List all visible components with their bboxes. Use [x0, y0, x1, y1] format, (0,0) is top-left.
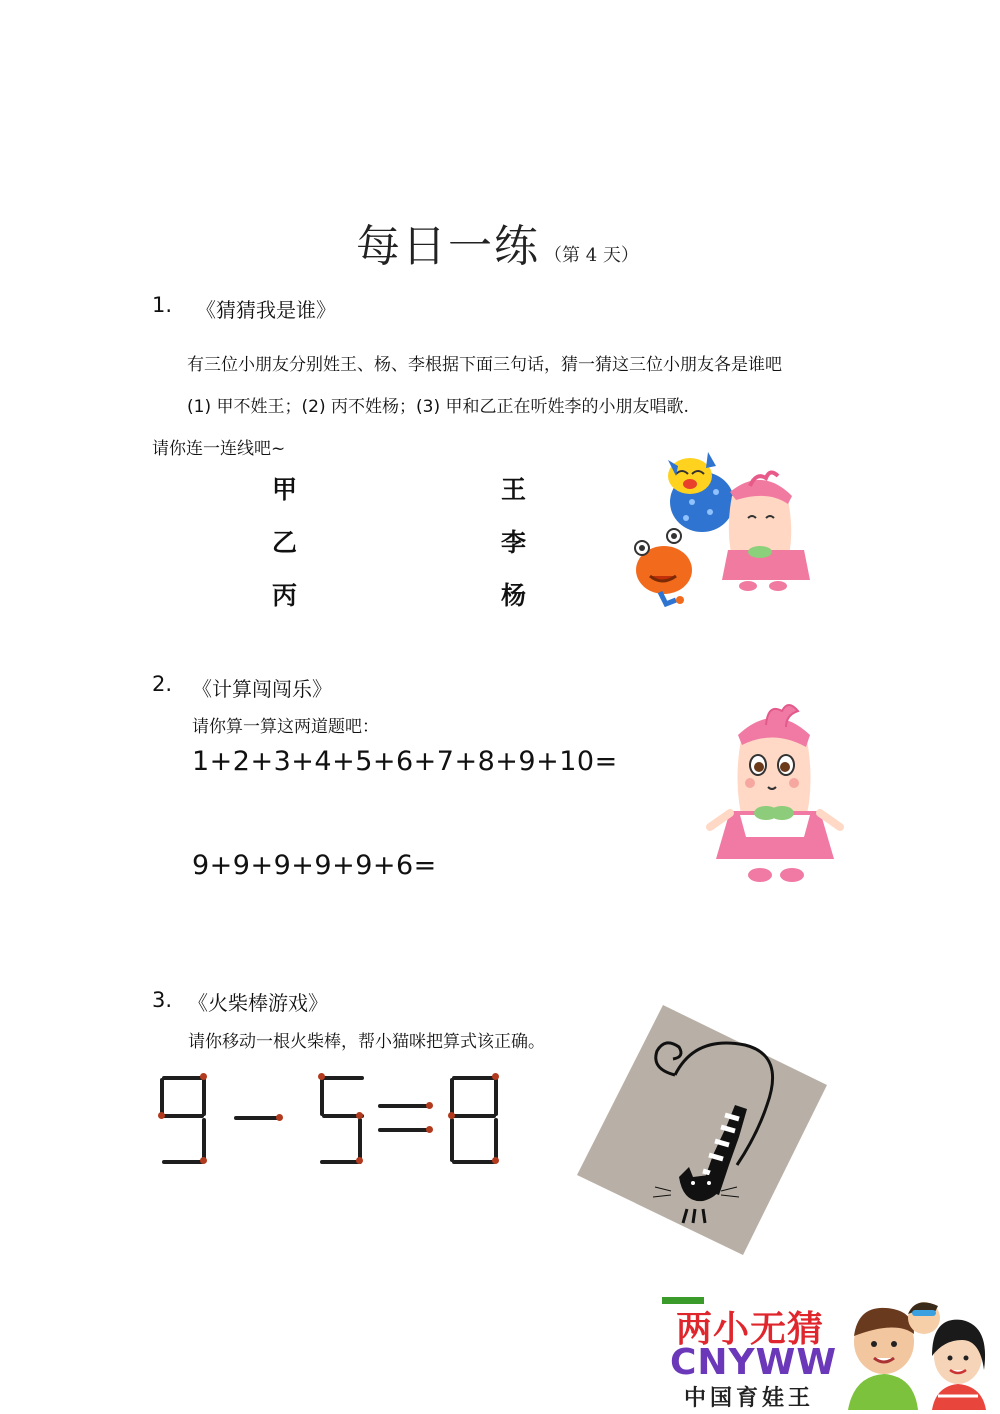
match-stick[interactable]	[162, 1160, 204, 1164]
match-stick[interactable]	[452, 1076, 496, 1080]
cat-illustration	[575, 1005, 830, 1255]
match-stick[interactable]	[162, 1114, 204, 1118]
logo-subtitle: 中国育娃王	[684, 1386, 815, 1411]
q1-title: 《猜猜我是谁》	[196, 298, 336, 322]
father-figure	[848, 1308, 918, 1410]
right-name-3[interactable]: 杨	[501, 581, 527, 610]
q2-number: 2.	[152, 672, 173, 696]
match-head	[158, 1112, 165, 1119]
q1-number: 1.	[152, 293, 173, 317]
match-head	[426, 1126, 433, 1133]
match-stick[interactable]	[322, 1076, 364, 1080]
match-stick[interactable]	[452, 1114, 496, 1118]
q3-number: 3.	[152, 988, 173, 1012]
pink-girl-illustration	[700, 695, 850, 890]
q2-equation-2: 9+9+9+9+9+6=	[192, 850, 437, 881]
clue-1-number: (1)	[187, 397, 212, 417]
match-stick[interactable]	[450, 1078, 454, 1116]
match-head	[356, 1157, 363, 1164]
match-head	[426, 1102, 433, 1109]
left-name-2[interactable]: 乙	[272, 528, 298, 557]
q2-title: 《计算闯闯乐》	[192, 677, 332, 701]
matchstick-equation	[150, 1068, 510, 1178]
match-stick[interactable]	[160, 1078, 164, 1116]
orange-crab-character	[635, 529, 692, 604]
q1-intro: 有三位小朋友分别姓王、杨、李根据下面三句话，猜一猜这三位小朋友各是谁吧	[187, 355, 782, 375]
match-stick-minus[interactable]	[234, 1116, 280, 1120]
child-figure	[908, 1302, 940, 1334]
match-head	[492, 1073, 499, 1080]
family-illustration	[840, 1296, 995, 1410]
right-name-1[interactable]: 王	[501, 475, 527, 504]
match-stick-equals[interactable]	[378, 1128, 430, 1132]
logo-chinese-text: 两小无猜	[676, 1309, 825, 1350]
pink-girl-character	[722, 472, 810, 591]
q3-title: 《火柴棒游戏》	[188, 991, 328, 1015]
right-name-2[interactable]: 李	[501, 528, 527, 557]
match-head	[448, 1112, 455, 1119]
left-name-1[interactable]: 甲	[272, 475, 298, 504]
cartoon-characters-illustration	[620, 440, 810, 620]
match-head	[356, 1112, 363, 1119]
match-head	[492, 1157, 499, 1164]
match-stick[interactable]	[452, 1160, 496, 1164]
title-main: 每日一练	[356, 221, 540, 272]
q3-prompt: 请你移动一根火柴棒，帮小猫咪把算式该正确。	[188, 1032, 545, 1052]
left-name-3[interactable]: 丙	[272, 581, 298, 610]
q1-prompt: 请你连一连线吧~	[152, 439, 286, 459]
q2-prompt: 请你算一算这两道题吧：	[192, 717, 379, 737]
clue-2-number: (2)	[301, 397, 326, 417]
match-head	[276, 1114, 283, 1121]
clue-3-text: 甲和乙正在听姓李的小朋友唱歌.	[440, 397, 689, 417]
match-stick[interactable]	[494, 1078, 498, 1116]
match-stick[interactable]	[162, 1076, 204, 1080]
mother-figure	[932, 1320, 986, 1410]
title-sub: （第 4 天）	[544, 245, 639, 266]
clue-2-text: 丙不姓杨；	[325, 397, 416, 417]
q2-equation-1: 1+2+3+4+5+6+7+8+9+10=	[192, 746, 618, 777]
page-title	[356, 210, 639, 274]
clue-1-text: 甲不姓王；	[211, 397, 302, 417]
match-stick[interactable]	[202, 1078, 206, 1116]
match-stick[interactable]	[494, 1118, 498, 1162]
match-head	[200, 1073, 207, 1080]
match-stick[interactable]	[202, 1118, 206, 1162]
logo-english-text: CNYWW	[670, 1342, 838, 1383]
match-stick-equals[interactable]	[378, 1104, 430, 1108]
q1-clues	[187, 392, 689, 417]
match-head	[318, 1073, 325, 1080]
blue-bird-character	[668, 452, 734, 532]
match-stick[interactable]	[320, 1078, 324, 1116]
match-stick[interactable]	[358, 1118, 362, 1162]
match-stick[interactable]	[450, 1118, 454, 1162]
clue-3-number: (3)	[416, 397, 441, 417]
match-head	[200, 1157, 207, 1164]
